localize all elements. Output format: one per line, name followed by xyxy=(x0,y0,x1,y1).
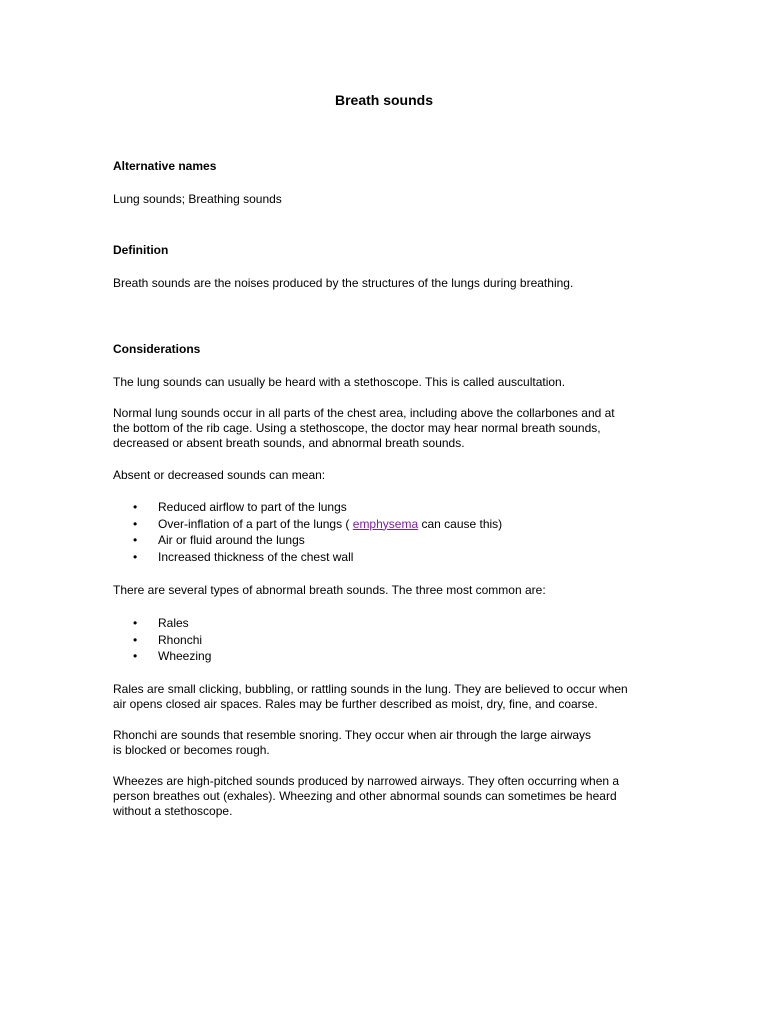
bullet-icon: • xyxy=(133,616,138,630)
considerations-heading: Considerations xyxy=(113,342,201,356)
list-item xyxy=(113,516,658,533)
list-item xyxy=(113,648,658,665)
paragraph-line: decreased or absent breath sounds, and abnormal breath sounds. xyxy=(113,436,465,450)
bullet-icon: • xyxy=(133,632,138,647)
bullet-icon: • xyxy=(133,516,138,531)
list-item-text-after: can cause this) xyxy=(418,516,503,531)
paragraph-line: is blocked or becomes rough. xyxy=(113,743,270,757)
list-item xyxy=(113,549,658,566)
paragraph-line: Normal lung sounds occur in all parts of the chest area, including above the collarbones and at xyxy=(113,406,615,420)
paragraph-line: Rhonchi are sounds that resemble snoring. They occur when air through the large airways xyxy=(113,728,592,742)
list-item-text: Wheezing xyxy=(158,649,212,663)
bullet-icon: • xyxy=(133,533,138,547)
list-item-text: Increased thickness of the chest wall xyxy=(158,549,354,564)
considerations-paragraph-2 xyxy=(113,406,658,451)
rales-paragraph xyxy=(113,682,658,712)
considerations-paragraph-1: The lung sounds can usually be heard with a stethoscope. This is called auscultation. xyxy=(113,375,566,389)
bullet-icon: • xyxy=(133,500,138,514)
list-item-text: Rhonchi xyxy=(158,632,203,647)
wheezes-paragraph xyxy=(113,774,658,819)
list-item xyxy=(113,499,658,516)
list-item-text: Air or fluid around the lungs xyxy=(158,533,305,547)
alternative-names-heading: Alternative names xyxy=(113,159,217,173)
abnormal-sounds-list xyxy=(113,615,658,665)
bullet-icon: • xyxy=(133,549,138,564)
paragraph-line: Wheezes are high-pitched sounds produced by narrowed airways. They often occurring when a xyxy=(113,774,620,788)
list-item xyxy=(113,632,658,649)
considerations-paragraph-3: Absent or decreased sounds can mean: xyxy=(113,468,326,482)
page-title: Breath sounds xyxy=(334,92,433,108)
definition-heading: Definition xyxy=(113,243,169,257)
absent-sounds-list xyxy=(113,499,658,565)
paragraph-line: the bottom of the rib cage. Using a stethoscope, the doctor may hear normal breath sounds, xyxy=(113,421,601,435)
rhonchi-paragraph xyxy=(113,728,658,758)
list-item xyxy=(113,615,658,632)
alternative-names-text: Lung sounds; Breathing sounds xyxy=(113,192,282,206)
paragraph-line: air opens closed air spaces. Rales may be further described as moist, dry, fine, and coarse. xyxy=(113,697,598,711)
list-item-text-before: Over-inflation of a part of the lungs ( xyxy=(158,516,353,531)
considerations-paragraph-4: There are several types of abnormal breath sounds. The three most common are: xyxy=(113,583,546,597)
emphysema-link[interactable]: emphysema xyxy=(352,516,419,531)
list-item-text: Rales xyxy=(158,616,189,630)
list-item-text: Reduced airflow to part of the lungs xyxy=(158,500,347,514)
paragraph-line: person breathes out (exhales). Wheezing and other abnormal sounds can sometimes be heard xyxy=(113,789,617,803)
bullet-icon: • xyxy=(133,649,138,663)
paragraph-line: without a stethoscope. xyxy=(113,804,233,818)
paragraph-line: Rales are small clicking, bubbling, or rattling sounds in the lung. They are believed to occur when xyxy=(113,682,628,696)
list-item xyxy=(113,532,658,549)
definition-text: Breath sounds are the noises produced by the structures of the lungs during breathing. xyxy=(113,276,574,290)
